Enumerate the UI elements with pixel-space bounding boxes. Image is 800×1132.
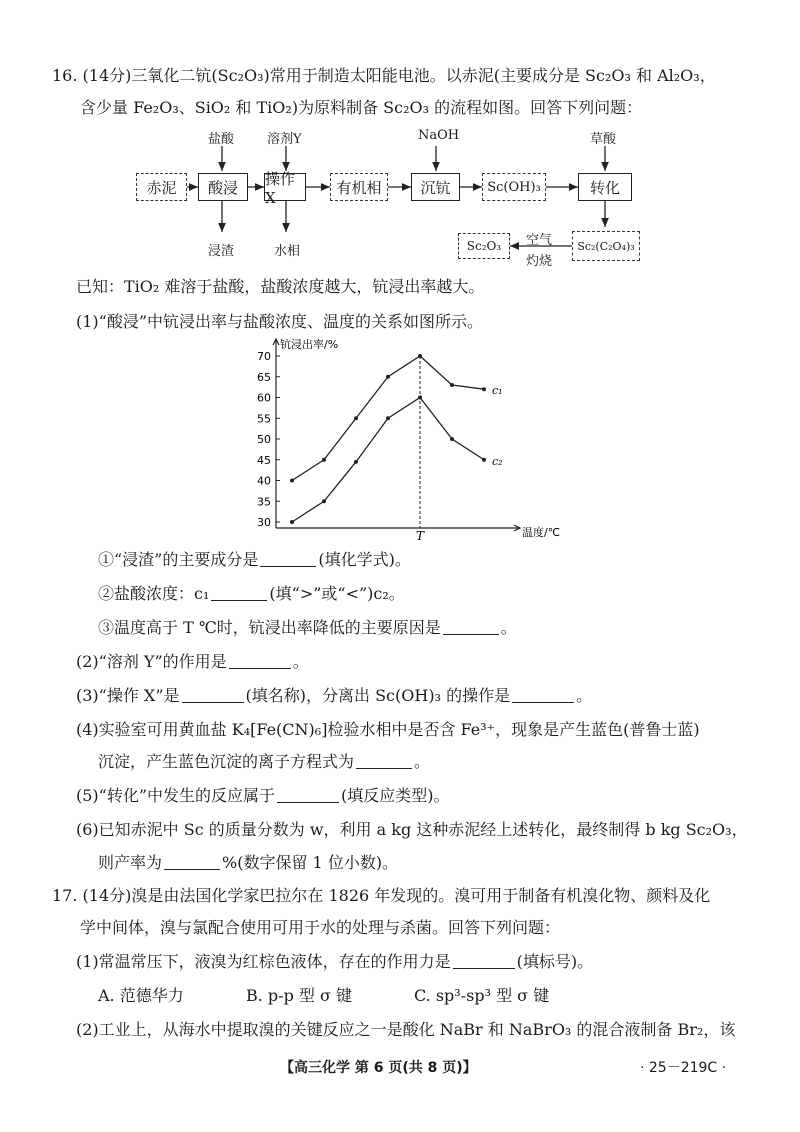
q16-heading: 16. (14分)三氧化二钪(Sc₂O₃)常用于制造太阳能电池。以赤泥(主要成分是 Sc₂O₃ 和 Al₂O₃， [52,66,716,85]
data-point [482,387,486,391]
data-point [354,416,358,420]
q16-part2 [76,652,309,672]
q16-part3-mid: (填名称)，分离出 Sc(OH)₃ 的操作是 [245,686,511,705]
leach-rate-chart [240,336,560,546]
data-point [322,499,326,503]
q16-sub1 [98,550,411,570]
data-point [482,458,486,462]
data-point [290,479,294,483]
data-point [386,416,390,420]
data-point [386,375,390,379]
q16-part6-line2 [98,853,398,873]
q16-part5-tail: (填反应类型)。 [341,786,450,805]
q16-part5-text: (5)“转化”中发生的反应属于 [76,786,276,805]
box-sc-oxide: Sc₂O₃ [458,233,510,259]
q16-part5 [76,786,450,806]
q16-part4-text: 沉淀，产生蓝色沉淀的离子方程式为 [98,752,355,771]
reagent-oxalic-acid: 草酸 [590,132,617,147]
y-tick-label: 70 [257,350,271,363]
data-point [322,458,326,462]
box-acid-leach: 酸浸 [198,173,248,201]
answer-blank[interactable] [443,620,499,635]
reagent-solvent-y: 溶剂Y [267,132,302,147]
q16-known: 已知：TiO₂ 难溶于盐酸，盐酸浓度越大，钪浸出率越大。 [76,277,485,296]
page-footer: 【高三化学 第 6 页(共 8 页)】 [280,1060,477,1076]
box-precipitate-sc: 沉钪 [411,173,460,201]
q16-sub2 [98,584,405,604]
series-label-2: c₂ [492,454,503,468]
box-red-mud: 赤泥 [136,173,187,201]
q17-part1 [76,952,593,972]
reagent-hcl: 盐酸 [208,132,235,147]
series-line-2 [292,398,484,523]
data-point [290,520,294,524]
data-point [418,396,422,400]
q16-sub3-tail: 。 [500,618,517,637]
label-air: 空气 [526,233,553,248]
y-tick-label: 40 [257,474,271,488]
q16-part6-text: 则产率为 [98,853,163,872]
q16-sub1-tail: (填化学式)。 [318,550,411,569]
box-sc-hydroxide: Sc(OH)₃ [482,173,546,201]
q17-part2: (2)工业上，从海水中提取溴的关键反应之一是酸化 NaBr 和 NaBrO₃ 的混合液制备 Br₂，该 [76,1020,736,1039]
x-axis-label: 温度/℃ [522,526,560,539]
y-tick-label: 35 [257,495,271,509]
y-tick-label: 60 [257,391,271,405]
y-axis-label: 钪浸出率/% [280,338,339,351]
answer-blank[interactable] [512,688,574,703]
q16-part6-line1: (6)已知赤泥中 Sc 的质量分数为 w，利用 a kg 这种赤泥经上述转化，最终制得 b kg Sc₂O₃， [76,820,748,839]
y-tick-label: 30 [257,516,271,529]
q16-sub1-text: ①“浸渣”的主要成分是 [98,550,259,569]
q16-part1: (1)“酸浸”中钪浸出率与盐酸浓度、温度的关系如图所示。 [76,312,484,331]
answer-blank[interactable] [356,754,412,769]
answer-blank[interactable] [453,954,515,969]
data-point [418,354,422,358]
data-point [450,437,454,441]
q17-option-a: A. 范德华力 [98,986,184,1005]
label-calcination: 灼烧 [526,254,553,269]
output-leach-residue: 浸渣 [208,244,235,259]
q16-part2-tail: 。 [292,652,309,671]
q17-option-b: B. p-p 型 σ 键 [246,986,353,1005]
answer-blank[interactable] [229,654,291,669]
y-tick-label: 65 [257,370,271,384]
data-point [354,460,358,464]
q17-part1-tail: (填标号)。 [516,952,594,971]
q16-part3 [76,686,592,706]
q17-heading: 17. (14分)溴是由法国化学家巴拉尔在 1826 年发现的。溴可用于制备有机溴化物、颜料及化 [52,886,711,905]
box-sc-oxalate: Sc₂(C₂O₄)₃ [572,231,640,261]
q16-part4-line1: (4)实验室可用黄血盐 K₄[Fe(CN)₆]检验水相中是否含 Fe³⁺，现象是产生蓝色(普鲁士蓝) [76,720,700,739]
answer-blank[interactable] [211,586,267,601]
y-tick-label: 55 [257,412,271,426]
answer-blank[interactable] [260,552,316,567]
answer-blank[interactable] [277,788,339,803]
q17-heading-cont: 学中间体，溴与氯配合使用可用于水的处理与杀菌。回答下列问题： [80,918,561,937]
exam-code: · 25－219C · [640,1060,727,1076]
q16-part3-tail: 。 [576,686,593,705]
q16-heading-cont: 含少量 Fe₂O₃、SiO₂ 和 TiO₂)为原料制备 Sc₂O₃ 的流程如图。回答下列问题： [80,98,643,117]
y-tick-label: 45 [257,453,271,467]
q16-sub3 [98,618,517,638]
q16-sub2-tail: (填“>”或“<”)c₂。 [269,584,405,603]
q16-part2-text: (2)“溶剂 Y”的作用是 [76,652,227,671]
q16-part6-tail: %(数字保留 1 位小数)。 [222,853,399,872]
data-point [450,383,454,387]
series-label-1: c₁ [492,384,503,398]
answer-blank[interactable] [164,855,220,870]
q16-part4-line2 [98,752,430,772]
q16-sub2-text: ②盐酸浓度：c₁ [98,584,210,603]
q16-sub3-text: ③温度高于 T ℃时，钪浸出率降低的主要原因是 [98,618,441,637]
box-organic-phase: 有机相 [330,173,388,201]
answer-blank[interactable] [182,688,244,703]
reagent-naoh: NaOH [418,128,460,143]
q16-part3-text: (3)“操作 X”是 [76,686,180,705]
box-conversion: 转化 [578,173,632,201]
q16-part4-tail: 。 [414,752,431,771]
y-tick-label: 50 [257,433,271,446]
output-aqueous-phase: 水相 [274,244,301,259]
t-marker-label: T [415,529,425,543]
box-operation-x: 操作X [264,173,306,201]
q17-option-c: C. sp³-sp³ 型 σ 键 [414,986,550,1005]
q17-part1-text: (1)常温常压下，液溴为红棕色液体，存在的作用力是 [76,952,451,971]
